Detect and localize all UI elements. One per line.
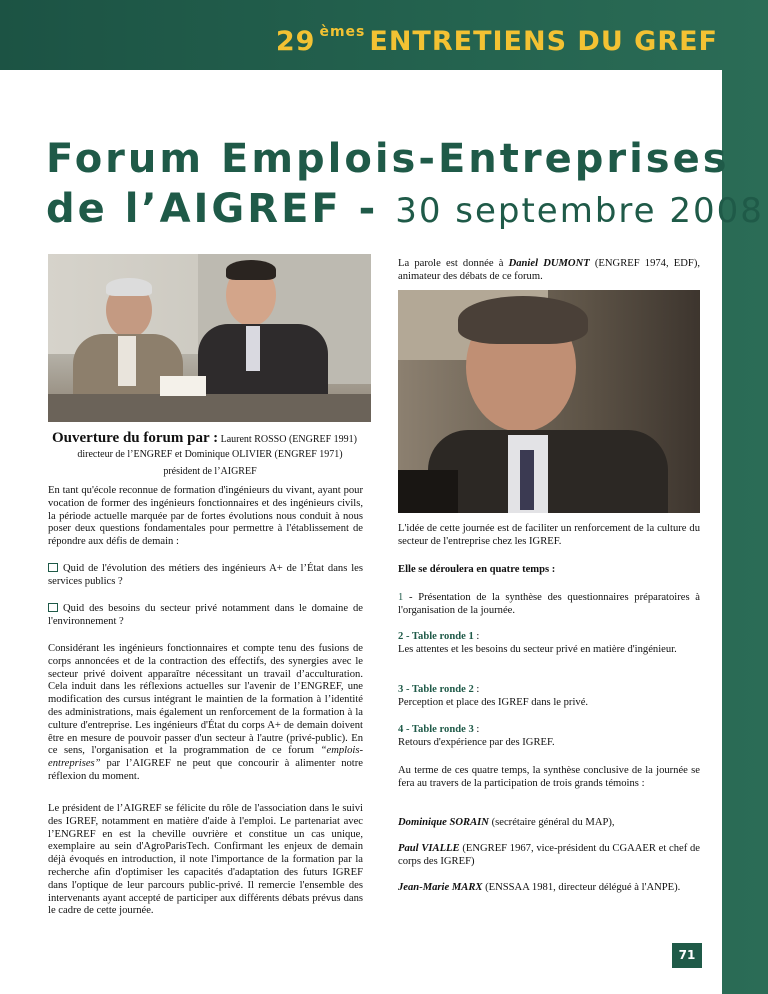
header-rest: ENTRETIENS DU GREF — [369, 26, 718, 57]
question-2-text: Quid des besoins du secteur privé notamment dans le domaine de l'environnement ? — [48, 603, 363, 627]
magazine-header — [276, 26, 718, 57]
checkbox-bullet-icon — [48, 563, 58, 572]
step-1-text: - Présentation de la synthèse des questionnaires préparatoires à l'organisation de la journée. — [398, 592, 700, 616]
right-conclusion: Au terme de ces quatre temps, la synthèse conclusive de la journée se fera au travers de la participation de trois grands témoins : — [398, 765, 700, 789]
step-3-colon: : — [473, 684, 480, 695]
intro-a: La parole est donnée à — [398, 258, 504, 269]
header-number: 29 — [275, 26, 316, 57]
header-sup: èmes — [319, 24, 366, 40]
step-2-head: 2 - Table ronde 1 — [398, 631, 474, 642]
left-paragraph-2: Le président de l’AIGREF se félicite du rôle de l'association dans le suivi des IGREF, notamment en matière d'aide à l'emploi. Le partenariat avec l’ENGREF en est la cheville ouvrière et constitue un cas unique, exemplaire au sein d'AgroParisTech. Confirmant les enjeux de demain déjà évoqués en introduction, il note l'importance de la formation par la recherche afin d'optimiser les capacités d'adaptation des futurs IGREF dans l'optique de leur parcours public-privé. Il remercie l'ensemble des intervenants ayant accepté de participer aux différents débats prévus dans le cadre de cette journée. — [48, 803, 363, 917]
steps-title: Elle se déroulera en quatre temps : — [398, 564, 556, 575]
witness-1-text: (secrétaire général du MAP), — [491, 817, 615, 828]
left-paragraph-1 — [48, 643, 363, 784]
step-4 — [398, 724, 700, 750]
caption-line1: Laurent ROSSO (ENGREF 1991) — [220, 434, 357, 445]
witness-1-name: Dominique SORAIN — [398, 817, 489, 828]
title-bold: de l’AIGREF - — [46, 186, 379, 232]
article-title-line1: Forum Emplois-Entreprises — [46, 136, 730, 182]
photo-daniel-dumont — [398, 290, 700, 513]
left-question-1 — [48, 563, 363, 589]
intro-name: Daniel DUMONT — [508, 258, 590, 269]
step-4-colon: : — [473, 724, 480, 735]
page-number: 71 — [672, 943, 702, 968]
right-intro — [398, 258, 700, 284]
right-idea: L'idée de cette journée est de faciliter un renforcement de la culture du secteur de l'entreprise chez les IGREF. — [398, 523, 700, 547]
paragraph-1-b: par l’AIGREF ne peut que concourir à alimenter notre réflexion du moment. — [48, 758, 363, 782]
photo-caption-line3: président de l’AIGREF — [163, 466, 257, 477]
step-3-head: 3 - Table ronde 2 — [398, 684, 474, 695]
witness-3-name: Jean-Marie MARX — [398, 882, 483, 893]
step-4-text: Retours d'expérience par des IGREF. — [398, 736, 555, 748]
witness-2-text: (ENGREF 1967, vice-président du CGAAER et chef de corps des IGREF) — [398, 843, 700, 867]
witness-3-text: (ENSSAA 1981, directeur délégué à l'ANPE). — [485, 882, 681, 893]
question-1-text: Quid de l'évolution des métiers des ingénieurs A+ de l’État dans les services publics ? — [48, 563, 363, 587]
paragraph-1-em: “emplois-entreprises” — [48, 745, 363, 770]
caption-bold: Ouverture du forum par : — [52, 430, 219, 446]
witness-2 — [398, 843, 700, 869]
step-1-num: 1 — [398, 592, 404, 603]
step-2-colon: : — [473, 631, 480, 642]
witness-1 — [398, 817, 700, 830]
step-2 — [398, 631, 700, 657]
photo-opening-speakers — [48, 254, 371, 422]
photo-caption-line2: directeur de l’ENGREF et Dominique OLIVIER (ENGREF 1971) — [77, 449, 343, 460]
step-3-text: Perception et place des IGREF dans le privé. — [398, 696, 589, 708]
article-title-line2 — [46, 186, 764, 232]
witness-2-name: Paul VIALLE — [398, 843, 460, 854]
step-4-head: 4 - Table ronde 3 — [398, 724, 474, 735]
photo-caption-main — [52, 430, 357, 447]
witness-3 — [398, 882, 700, 895]
checkbox-bullet-icon — [48, 603, 58, 612]
step-1 — [398, 592, 700, 618]
left-intro: En tant qu'école reconnue de formation d'ingénieurs du vivant, ayant pour vocation de former des ingénieurs fonctionnaires et des ingénieurs civils, la période actuelle marquée par de fortes évolutions nous conduit à nous poser deux questions fondamentales pour permettre à l'établissement de répondre aux défis de demain : — [48, 485, 363, 548]
title-date: 30 septembre 2008 — [395, 191, 764, 231]
paragraph-1-a: Considérant les ingénieurs fonctionnaires et compte tenu des fusions de corps annoncées et de la contraction des effectifs, des synergies avec le secteur privé doivent apparaître nécessitant un travail d’acculturation. Cela induit dans les réflexions actuelles sur l'avenir de l’ENGREF, une modification des cursus intégrant le maintien de la formation à l’identité des administrations, mais également un renforcement de la formation à la culture d'entreprise. Les ingénieurs d'État du corps A+ de demain doivent être en mesure de pouvoir passer d'un secteur à l'autre (privé-public). En ce sens, l'organisation et la programmation de ce forum — [48, 643, 363, 757]
left-question-2 — [48, 603, 363, 629]
intro-b: (ENGREF 1974, EDF), animateur des débats de ce forum. — [398, 258, 700, 282]
step-3 — [398, 684, 700, 710]
step-2-text: Les attentes et les besoins du secteur privé en matière d'ingénieur. — [398, 643, 677, 655]
